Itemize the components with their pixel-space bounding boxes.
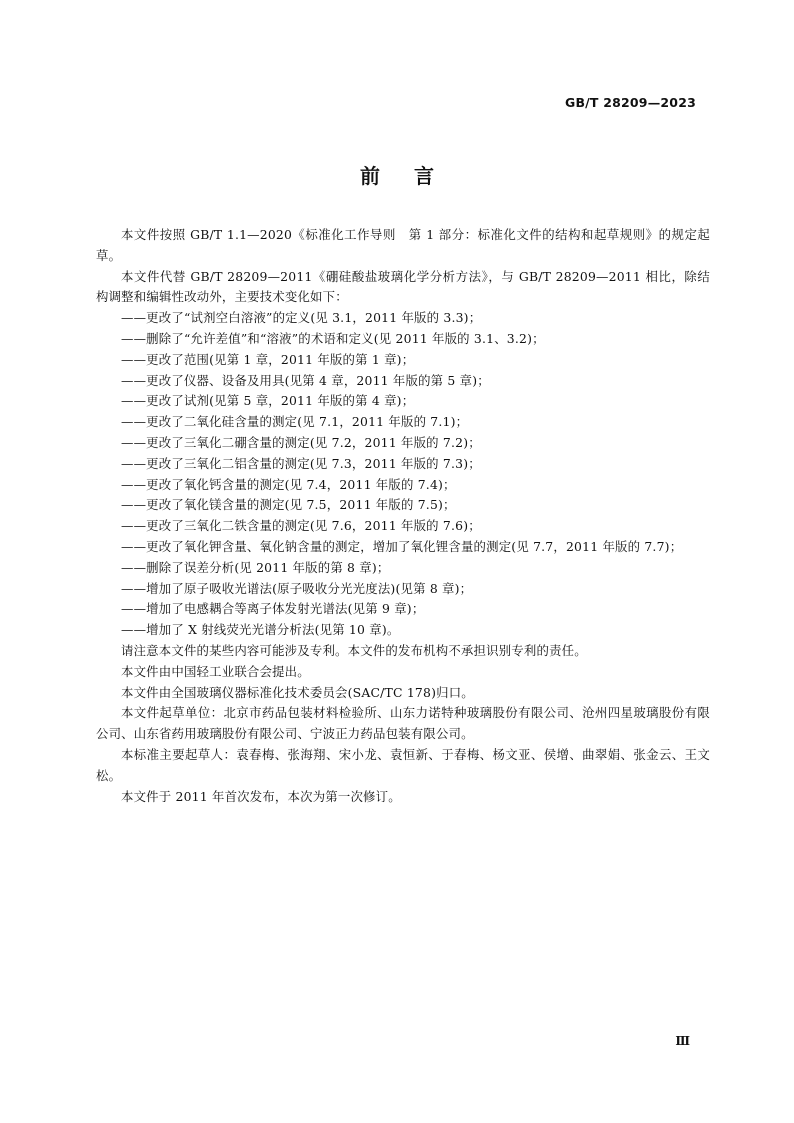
- change-item: ——更改了仪器、设备及用具(见第 4 章，2011 年版的第 5 章)；: [121, 372, 490, 388]
- paragraph-patent-notice: 请注意本文件的某些内容可能涉及专利。本文件的发布机构不承担识别专利的责任。: [121, 642, 587, 658]
- paragraph-replacement: 本文件代替 GB/T 28209—2011《硼硅酸盐玻璃化学分析方法》，与 GB/T 28209—2011 相比，除结构调整和编辑性改动外，主要技术变化如下：: [96, 268, 710, 305]
- page-title: [0, 160, 794, 189]
- paragraph-history: 本文件于 2011 年首次发布，本次为第一次修订。: [121, 788, 401, 804]
- change-item: ——更改了氧化钾含量、氧化钠含量的测定，增加了氧化锂含量的测定(见 7.7，2011 年版的 7.7)；: [121, 538, 683, 554]
- change-item: ——更改了二氧化硅含量的测定(见 7.1，2011 年版的 7.1)；: [121, 414, 469, 430]
- page-number: Ⅲ: [675, 1034, 690, 1048]
- change-item: ——更改了“试剂空白溶液”的定义(见 3.1，2011 年版的 3.3)；: [121, 310, 482, 326]
- change-item: ——增加了 X 射线荧光光谱分析法(见第 10 章)。: [121, 622, 400, 638]
- title-char-1: 前: [360, 164, 380, 188]
- change-item: ——增加了原子吸收光谱法(原子吸收分光光度法)(见第 8 章)；: [121, 580, 473, 596]
- change-item: ——更改了试剂(见第 5 章，2011 年版的第 4 章)；: [121, 393, 415, 409]
- change-item: ——更改了三氧化二硼含量的测定(见 7.2，2011 年版的 7.2)；: [121, 434, 481, 450]
- paragraph-basis: 本文件按照 GB/T 1.1—2020《标准化工作导则 第 1 部分：标准化文件的结构和起草规则》的规定起草。: [96, 227, 710, 263]
- foreword-body: [96, 225, 710, 807]
- change-item: ——更改了三氧化二铁含量的测定(见 7.6，2011 年版的 7.6)；: [121, 518, 481, 534]
- change-item: ——删除了误差分析(见 2011 年版的第 8 章)；: [121, 559, 390, 575]
- change-item: ——更改了氧化钙含量的测定(见 7.4，2011 年版的 7.4)；: [121, 476, 456, 492]
- paragraph-drafting-units: 本文件起草单位：北京市药品包装材料检验所、山东力诺特种玻璃股份有限公司、沧州四星玻璃股份有限公司、山东省药用玻璃股份有限公司、宁波正力药品包装有限公司。: [96, 705, 710, 742]
- paragraph-proposer: 本文件由中国轻工业联合会提出。: [121, 663, 310, 679]
- change-item: ——删除了“允许差值”和“溶液”的术语和定义(见 2011 年版的 3.1、3.2)；: [121, 330, 545, 346]
- change-item: ——更改了氧化镁含量的测定(见 7.5，2011 年版的 7.5)；: [121, 497, 456, 513]
- change-item: ——增加了电感耦合等离子体发射光谱法(见第 9 章)；: [121, 601, 425, 617]
- title-char-2: 言: [414, 164, 434, 188]
- paragraph-drafters: 本标准主要起草人：袁春梅、张海翔、宋小龙、袁恒新、于春梅、杨文亚、侯增、曲翠娟、张金云、王文松。: [96, 746, 710, 783]
- change-item: ——更改了三氧化二铝含量的测定(见 7.3，2011 年版的 7.3)；: [121, 455, 481, 471]
- change-item: ——更改了范围(见第 1 章，2011 年版的第 1 章)；: [121, 351, 415, 367]
- standard-number: GB/T 28209—2023: [564, 95, 696, 110]
- paragraph-committee: 本文件由全国玻璃仪器标准化技术委员会(SAC/TC 178)归口。: [121, 684, 474, 700]
